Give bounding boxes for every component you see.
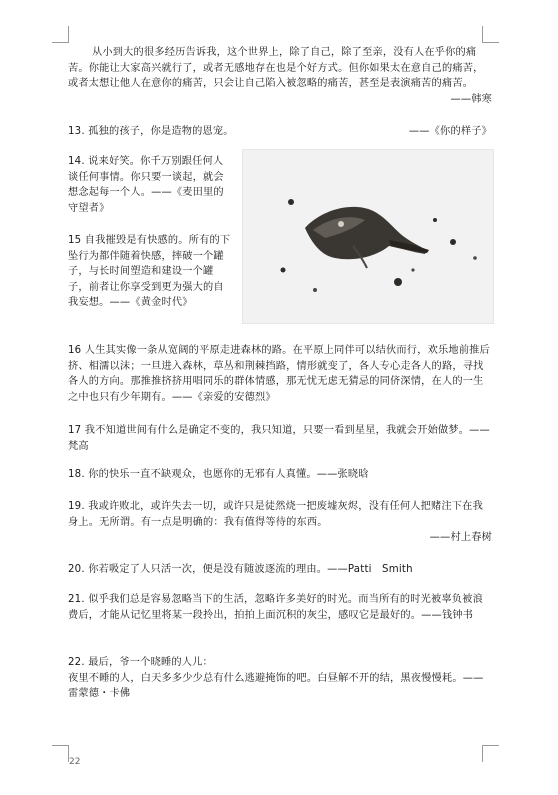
- quote-text: 19. 我或许败北，或许失去一切，或许只是徒然烧一把废墟灰烬，没有任何人把赌注下在我身上。无所谓。有一点是明确的：我有值得等待的东西。: [68, 501, 483, 528]
- quote-19: [68, 499, 492, 546]
- crop-mark-bottom-right: [482, 745, 499, 762]
- bird-photo: [242, 149, 494, 324]
- quote-16: 16 人生其实像一条从宽阔的平原走进森林的路。在平原上同伴可以结伙而行，欢乐地前推后挤、相濡以沫；一旦进入森林，草丛和荆棘挡路，情形就变了，各人专心走各人的路，寻找各人的方向。那推推挤挤用唱同乐的群体情感，那无忧无虑无猜忌的同侪深情，在人的一生之中也只有少年期有。——《亲爱的安德烈》: [68, 345, 490, 403]
- quote-20: 20. 你若吸定了人只活一次，便是没有随波逐流的理由。——Patti Smith: [68, 564, 413, 575]
- quote-17: 17 我不知道世间有什么是确定不变的，我只知道，只要一看到星星，我就会开始做梦。——梵高: [68, 425, 490, 452]
- quote-13: [68, 124, 492, 140]
- crop-mark-bottom-left: [52, 745, 69, 762]
- quote-heading: 22. 最后，爷一个晓睡的人儿：: [68, 657, 213, 668]
- bird-illustration: [243, 150, 493, 323]
- quote-author: ——村上春树: [429, 532, 492, 543]
- paragraph-han-han: [68, 45, 492, 107]
- paragraph-author: ——韩寒: [450, 93, 492, 105]
- quote-18: 18. 你的快乐一直不缺观众，也愿你的无邪有人真懂。——张晓晗: [68, 469, 369, 480]
- quote-14: 14. 说来好笑。你千万别跟任何人谈任何事情。你只要一谈起，就会想念起每一个人。——《麦田里的守望者》: [68, 156, 224, 214]
- quote-21: 21. 似乎我们总是容易忽略当下的生活，忽略许多美好的时光。而当所有的时光被辜负被浪费后，才能从记忆里将某一段拎出，拍拍上面沉积的灰尘，感叹它是最好的。——钱钟书: [68, 594, 483, 621]
- quote-text: 夜里不睡的人，白天多多少少总有什么逃避掩饰的吧。白昼解不开的结，黑夜慢慢耗。——雷蒙德・卡佛: [68, 672, 484, 699]
- quote-text: 13. 孤独的孩子，你是造物的恩宠。: [68, 126, 234, 137]
- page-number: 22: [69, 757, 81, 767]
- quote-source: ——《你的样子》: [408, 126, 492, 137]
- paragraph-text: 从小到大的很多经历告诉我，这个世界上，除了自己，除了至亲，没有人在乎你的痛苦。你能让大家高兴就行了，或者无感地存在也是个好方式。但你如果太在意自己的痛苦，或者太想让他人在意你的痛苦，只会让自己陷入被忽略的痛苦，甚至是表演痛苦的痛苦。: [68, 47, 484, 89]
- crop-mark-top-left: [52, 26, 69, 43]
- quote-15: 15 自我摧毁是有快感的。所有的下坠行为都伴随着快感，摔破一个罐子，与长时间塑造和建设一个罐子，前者让你享受到更为强大的自我妄想。——《黄金时代》: [68, 235, 231, 308]
- crop-mark-top-right: [482, 26, 499, 43]
- quote-22: [68, 655, 492, 702]
